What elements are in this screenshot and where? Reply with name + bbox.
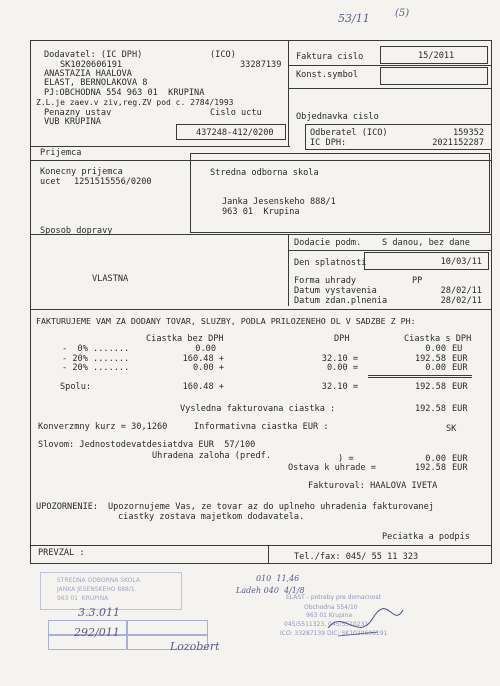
supplier-ico: 33287139 (240, 60, 282, 70)
tax-date-label: Datum zdan.plnenia (294, 296, 388, 306)
advance-label: Uhradena zaloha (predf. (152, 451, 271, 461)
rule (288, 88, 492, 89)
customer-name: Stredna odborna skola (210, 168, 319, 178)
vat-row-label: - 0% ....... (62, 344, 130, 354)
handwritten-sheet-number: (5) (395, 8, 410, 19)
vat-row-vat: 32.10 = (321, 354, 358, 364)
stamp-signature-label: Peciatka a podpis (382, 532, 470, 542)
supplier-ic-dph: SK1020606191 (60, 60, 123, 70)
divider-supplier (288, 40, 289, 146)
col-vat-header: DPH (334, 334, 350, 344)
supplier-ico-label: (ICO) (210, 50, 236, 60)
remaining-label: Ostava k uhrade = (288, 463, 376, 473)
advance-value: 0.00 (425, 454, 446, 464)
divider-delivery (288, 234, 289, 306)
customer-icdph: 2021152287 (432, 138, 484, 148)
amount-in-words: Slovom: Jednostodevatdesiatdva EUR 57/100 (38, 440, 256, 450)
final-recipient-label: Konecny prijemca (40, 167, 123, 177)
vat-row-vat: 0.00 = (326, 363, 358, 373)
customer-city: 963 01 Krupina (222, 207, 300, 217)
issue-date-value: 28/02/11 (440, 286, 482, 296)
payment-form-label: Forma uhrady (294, 276, 357, 286)
supplier-stamp-line-1: ELAST - potreby pre domacnost (286, 594, 381, 601)
notice-label: UPOZORNENIE: (36, 502, 99, 512)
rule (30, 309, 492, 310)
supplier-name: ANASTAZIA HAALOVA (44, 69, 132, 79)
final-amount-currency: EUR (452, 404, 468, 414)
notice-line-1: Upozornujeme Vas, ze tovar az do uplneho uhradenia fakturovanej (108, 502, 434, 512)
vat-row-total: 0.00 (425, 363, 446, 373)
delivery-terms-label: Dodacie podm. (294, 238, 362, 248)
rule (30, 545, 492, 546)
school-stamp-line-2: JANKA JESENSKEHO 888/1 (57, 586, 135, 593)
conversion-rate: Konverzmny kurz = 30,1260 (38, 422, 168, 432)
col-base-header: Ciastka bez DPH (146, 334, 224, 344)
vat-row-base: 160.48 + (182, 354, 224, 364)
due-date-label: Den splatnosti (294, 258, 367, 268)
order-number-label: Objednavka cislo (296, 112, 379, 122)
transport-value: VLASTNA (92, 274, 129, 284)
info-amount-label: Informativna ciastka EUR : (194, 422, 329, 432)
delivery-terms-value: S danou, bez dane (382, 238, 470, 248)
bank-label: Penazny ustav (44, 108, 112, 118)
supplier-account: 437248-412/0200 (196, 128, 274, 138)
summary-intro: FAKTURUJEME VAM ZA DODANY TOVAR, SLUZBY, PODLA PRILOZENEHO DL V SADZBE Z PH: (36, 316, 416, 326)
remaining-value: 192.58 (414, 463, 446, 473)
rule (30, 146, 290, 147)
supplier-stamp-line-3: 963 01 Krupina (306, 612, 353, 619)
vat-row-currency: EUR (452, 363, 468, 373)
sum-currency: EUR (452, 382, 468, 392)
supplier-stamp-line-2: Obchodna 554/10 (304, 604, 358, 611)
info-amount-currency: SK (446, 424, 457, 434)
issue-date-label: Datum vystavenia (294, 286, 377, 296)
vat-row-total: 192.58 (414, 354, 446, 364)
invoice-number: 15/2011 (418, 51, 455, 61)
handwritten-note-1: 010 11,46 (256, 574, 300, 583)
vat-row-currency: EU (452, 344, 463, 354)
advance-eq: ) = (338, 454, 354, 464)
account-label: Cislo uctu (210, 108, 262, 118)
invoiced-by: Fakturoval: HAALOVA IVETA (308, 481, 438, 491)
due-date-value: 10/03/11 (440, 257, 482, 267)
bank-name: VUB KRUPINA (44, 117, 101, 127)
invoice-number-label: Faktura cislo (296, 52, 364, 62)
supplier-branch: PJ:OBCHODNA 554 963 01 KRUPINA (44, 88, 205, 98)
vat-row-base: 0.00 + (192, 363, 224, 373)
notice-line-2: ciastky zostava majetkom dodavatela. (118, 512, 305, 522)
divider-footer (268, 545, 269, 564)
sum-vat: 32.10 = (321, 382, 358, 392)
vat-row-base: 0.00 (195, 344, 216, 354)
remaining-currency: EUR (452, 463, 468, 473)
supplier-stamp-line-5: ICO: 33287139 DIC: SK1020606191 (280, 630, 388, 637)
supplier-register: Z.L.je zaev.v ziv,reg.ZV pod c. 2784/1993 (36, 98, 234, 107)
phone-fax: Tel./fax: 045/ 55 11 323 (294, 552, 419, 562)
handwritten-date: 3.3.011 (78, 606, 120, 619)
tax-date-value: 28/02/11 (440, 296, 482, 306)
transport-label: Sposob dopravy (40, 226, 113, 236)
sum-rule (368, 377, 472, 378)
vat-row-label: - 20% ....... (62, 363, 130, 373)
received-by-label: PREVZAL : (38, 548, 85, 558)
supplier-heading: Dodavatel: (IC DPH) (44, 50, 143, 60)
handwritten-code: 292/011 (74, 626, 120, 639)
payment-form-value: PP (412, 276, 423, 286)
customer-street: Janka Jesenskeho 888/1 (222, 197, 336, 207)
recipient-label: Prijemca (40, 148, 82, 158)
supplier-firm: ELAST, BERNOLAKOVA 8 (44, 78, 148, 88)
handwritten-note-2: Ladeh 040 4/1/8 (236, 586, 305, 595)
col-total-header: Ciastka s DPH (404, 334, 472, 344)
final-amount-label: Vysledna fakturovana ciastka : (180, 404, 336, 414)
advance-currency: EUR (452, 454, 468, 464)
sum-base: 160.48 + (182, 382, 224, 392)
vat-row-label: - 20% ....... (62, 354, 130, 364)
sum-label: Spolu: (60, 382, 92, 392)
vat-row-currency: EUR (452, 354, 468, 364)
customer-ico-label: Odberatel (ICO) (310, 128, 388, 138)
final-recipient-account: 1251515556/0200 (74, 177, 152, 187)
customer-icdph-label: IC DPH: (310, 138, 347, 148)
sum-total: 192.58 (414, 382, 446, 392)
vat-row-total: 0.00 (425, 344, 446, 354)
final-amount: 192.58 (414, 404, 446, 414)
konst-symbol-label: Konst.symbol (296, 70, 359, 80)
stamp-signature-scribble (318, 598, 408, 648)
rule (288, 65, 492, 66)
konst-symbol-box (380, 67, 488, 85)
customer-address-box (190, 153, 490, 233)
sum-rule (368, 375, 472, 376)
final-recipient-account-label: ucet (40, 177, 61, 187)
handwritten-signature: Lozobert (170, 640, 220, 653)
customer-ico: 159352 (452, 128, 484, 138)
handwritten-page-number: 53/11 (338, 12, 370, 25)
school-stamp-line-3: 963 01 KRUPINA (57, 595, 109, 602)
school-stamp-line-1: STREDNA ODBORNA SKOLA (57, 577, 141, 584)
school-stamp (40, 572, 182, 610)
rule (288, 250, 492, 251)
supplier-stamp-line-4: 045/5511323, 045/5510231 (284, 621, 369, 628)
